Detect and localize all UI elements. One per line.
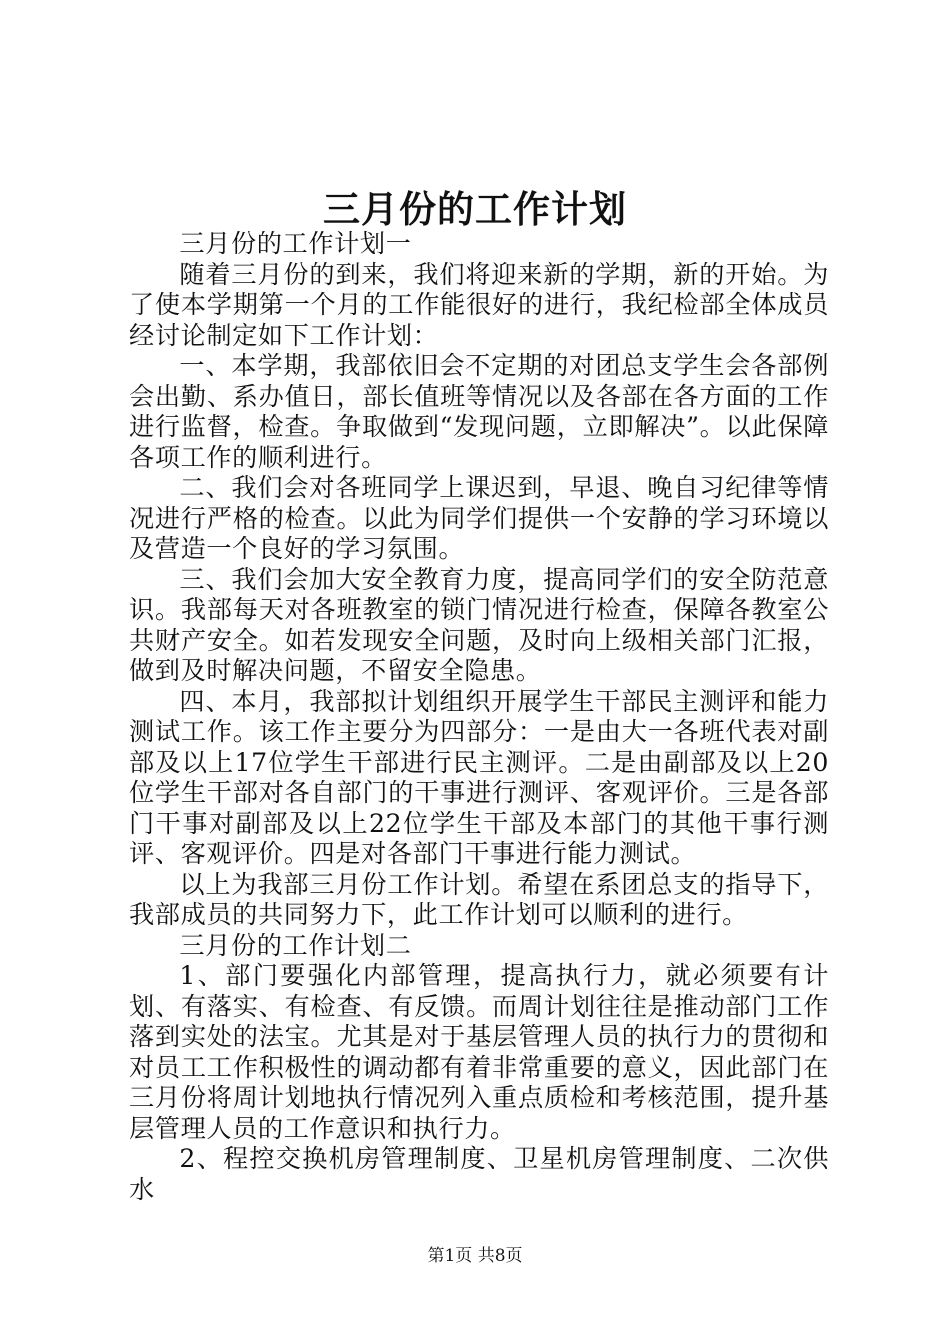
document-title: 三月份的工作计划 <box>323 187 627 231</box>
document-body <box>129 229 829 1205</box>
paragraph-item-3: 三、我们会加大安全教育力度，提高同学们的安全防范意识。我部每天对各班教室的锁门情况进行检查，保障各教室公共财产安全。如若发现安全问题，及时向上级相关部门汇报，做到及时解决问题，不留安全隐患。 <box>129 564 829 685</box>
paragraph-item-1: 一、本学期，我部依旧会不定期的对团总支学生会各部例会出勤、系办值日，部长值班等情况以及各部在各方面的工作进行监督，检查。争取做到“发现问题，立即解决”。以此保障各项工作的顺利进行。 <box>129 351 829 472</box>
section-heading-2: 三月份的工作计划二 <box>179 930 412 960</box>
paragraph-plan2-item-1: 1、部门要强化内部管理，提高执行力，就必须要有计划、有落实、有检查、有反馈。而周计划往往是推动部门工作落到实处的法宝。尤其是对于基层管理人员的执行力的贯彻和对员工工作积极性的调动都有着非常重要的意义，因此部门在三月份将周计划地执行情况列入重点质检和考核范围，提升基层管理人员的工作意识和执行力。 <box>129 961 829 1143</box>
paragraph-intro: 随着三月份的到来，我们将迎来新的学期，新的开始。为了使本学期第一个月的工作能很好的进行，我纪检部全体成员经讨论制定如下工作计划： <box>129 259 829 350</box>
page-footer: 第1页 共8页 <box>427 1246 523 1266</box>
section-heading-1: 三月份的工作计划一 <box>179 229 412 258</box>
paragraph-conclusion: 以上为我部三月份工作计划。希望在系团总支的指导下，我部成员的共同努力下，此工作计划可以顺利的进行。 <box>129 869 829 929</box>
paragraph-item-2: 二、我们会对各班同学上课迟到，早退、晚自习纪律等情况进行严格的检查。以此为同学们提供一个安静的学习环境以及营造一个良好的学习氛围。 <box>129 473 829 563</box>
paragraph-plan2-item-2: 2、程控交换机房管理制度、卫星机房管理制度、二次供水 <box>129 1144 829 1204</box>
paragraph-item-4: 四、本月，我部拟计划组织开展学生干部民主测评和能力测试工作。该工作主要分为四部分：一是由大一各班代表对副部及以上17位学生干部进行民主测评。二是由副部及以上20位学生干部对各自部门的干事进行测评、客观评价。三是各部门干事对副部及以上22位学生干部及本部门的其他干事行测评、客观评价。四是对各部门干事进行能力测试。 <box>129 686 829 868</box>
